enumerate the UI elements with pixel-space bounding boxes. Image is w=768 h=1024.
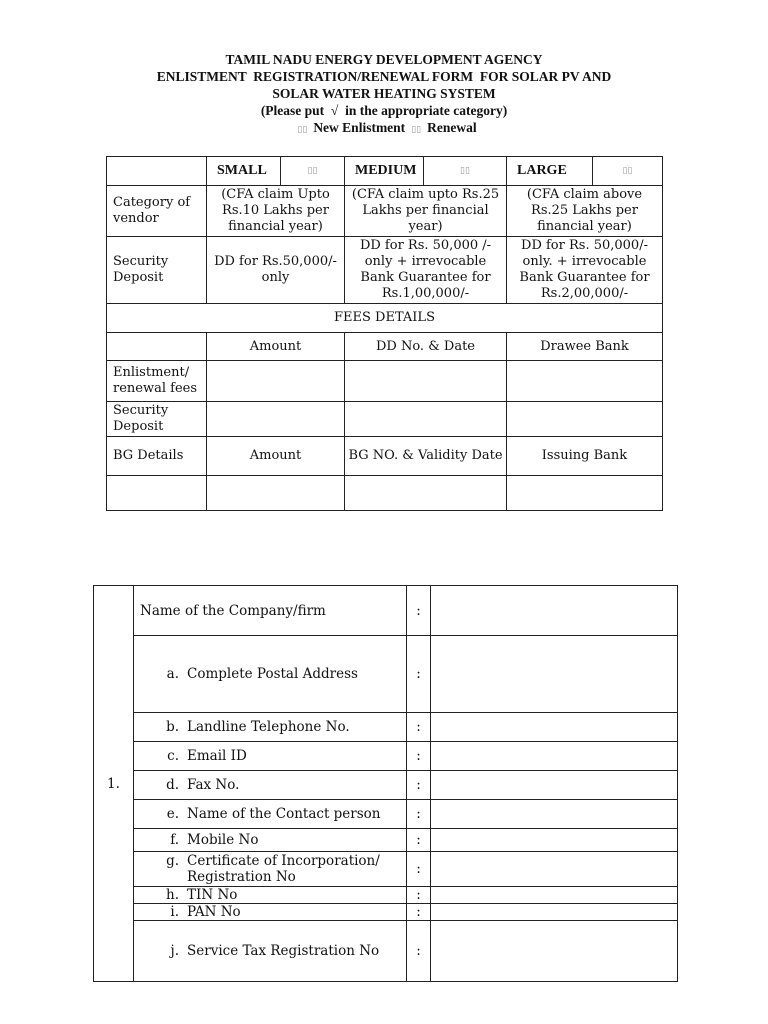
drawee-bank-column-header: Drawee Bank — [507, 333, 663, 361]
small-deposit-terms: DD for Rs.50,000/- only — [207, 237, 345, 304]
incorporation-field[interactable] — [431, 852, 678, 887]
pan-field[interactable] — [431, 904, 678, 921]
tin-field[interactable] — [431, 887, 678, 904]
large-category-header: LARGE — [507, 157, 593, 186]
bg-no-validity-header: BG NO. & Validity Date — [345, 437, 507, 476]
blank-cell — [107, 333, 207, 361]
section-number: 1. — [94, 586, 134, 982]
category-of-vendor-label: Category of vendor — [107, 186, 207, 237]
postal-address-field[interactable] — [431, 636, 678, 713]
enlistment-fees-amount-field[interactable] — [207, 361, 345, 402]
bg-amount-field[interactable] — [207, 476, 345, 511]
company-details-table — [93, 585, 678, 982]
enlistment-fees-bank-field[interactable] — [507, 361, 663, 402]
renewal-label: Renewal — [427, 120, 477, 135]
service-tax-field[interactable] — [431, 921, 678, 982]
small-checkbox[interactable]: ▯▯ — [281, 157, 345, 186]
security-deposit-amount-field[interactable] — [207, 402, 345, 437]
colon: : — [407, 800, 431, 829]
agency-title: TAMIL NADU ENERGY DEVELOPMENT AGENCY — [225, 52, 543, 67]
company-name-label: Name of the Company/firm — [134, 586, 407, 636]
large-checkbox[interactable]: ▯▯ — [593, 157, 663, 186]
fax-field[interactable] — [431, 771, 678, 800]
medium-category-header: MEDIUM — [345, 157, 424, 186]
large-cfa-limit: (CFA claim above Rs.25 Lakhs per financial year) — [507, 186, 663, 237]
postal-address-label: a. Complete Postal Address — [134, 636, 407, 713]
colon: : — [407, 742, 431, 771]
fees-details-heading: FEES DETAILS — [107, 304, 663, 333]
tin-label: h. TIN No — [134, 887, 407, 904]
issuing-bank-header: Issuing Bank — [507, 437, 663, 476]
colon: : — [407, 586, 431, 636]
enlistment-type-row — [0, 119, 768, 138]
issuing-bank-field[interactable] — [507, 476, 663, 511]
incorporation-label: g. Certificate of Incorporation/ Registration No — [134, 852, 407, 887]
bg-details-label: BG Details — [107, 437, 207, 476]
mobile-label: f. Mobile No — [134, 829, 407, 852]
amount-column-header: Amount — [207, 333, 345, 361]
renewal-checkbox[interactable]: ▯▯ — [411, 124, 422, 134]
large-deposit-terms: DD for Rs. 50,000/- only. + irrevocable Bank Guarantee for Rs.2,00,000/- — [507, 237, 663, 304]
bg-no-validity-field[interactable] — [345, 476, 507, 511]
pan-label: i. PAN No — [134, 904, 407, 921]
mobile-field[interactable] — [431, 829, 678, 852]
colon: : — [407, 904, 431, 921]
bg-blank-field[interactable] — [107, 476, 207, 511]
landline-field[interactable] — [431, 713, 678, 742]
service-tax-label: j. Service Tax Registration No — [134, 921, 407, 982]
instruction-text: (Please put √ in the appropriate category) — [260, 103, 508, 118]
colon: : — [407, 852, 431, 887]
colon: : — [407, 636, 431, 713]
medium-deposit-terms: DD for Rs. 50,000 /- only + irrevocable Bank Guarantee for Rs.1,00,000/- — [345, 237, 507, 304]
colon: : — [407, 771, 431, 800]
new-enlistment-label: New Enlistment — [313, 120, 406, 135]
form-header — [0, 51, 768, 138]
colon: : — [407, 829, 431, 852]
colon: : — [407, 921, 431, 982]
category-fees-table — [106, 156, 663, 511]
form-subtitle: SOLAR WATER HEATING SYSTEM — [272, 86, 496, 101]
landline-label: b. Landline Telephone No. — [134, 713, 407, 742]
contact-person-label: e. Name of the Contact person — [134, 800, 407, 829]
colon: : — [407, 887, 431, 904]
bg-amount-header: Amount — [207, 437, 345, 476]
small-category-header: SMALL — [207, 157, 281, 186]
small-cfa-limit: (CFA claim Upto Rs.10 Lakhs per financial year) — [207, 186, 345, 237]
fax-label: d. Fax No. — [134, 771, 407, 800]
enlistment-fees-dd-field[interactable] — [345, 361, 507, 402]
medium-checkbox[interactable]: ▯▯ — [424, 157, 507, 186]
security-deposit-bank-field[interactable] — [507, 402, 663, 437]
blank-cell — [107, 157, 207, 186]
new-enlistment-checkbox[interactable]: ▯▯ — [297, 124, 308, 134]
colon: : — [407, 713, 431, 742]
form-title: ENLISTMENT REGISTRATION/RENEWAL FORM FOR SOLAR PV AND — [156, 69, 612, 84]
security-deposit-dd-field[interactable] — [345, 402, 507, 437]
dd-no-date-column-header: DD No. & Date — [345, 333, 507, 361]
security-deposit-row-label: Security Deposit — [107, 402, 207, 437]
medium-cfa-limit: (CFA claim upto Rs.25 Lakhs per financial year) — [345, 186, 507, 237]
email-field[interactable] — [431, 742, 678, 771]
email-label: c. Email ID — [134, 742, 407, 771]
enlistment-fees-label: Enlistment/ renewal fees — [107, 361, 207, 402]
contact-person-field[interactable] — [431, 800, 678, 829]
security-deposit-label: Security Deposit — [107, 237, 207, 304]
company-name-field[interactable] — [431, 586, 678, 636]
